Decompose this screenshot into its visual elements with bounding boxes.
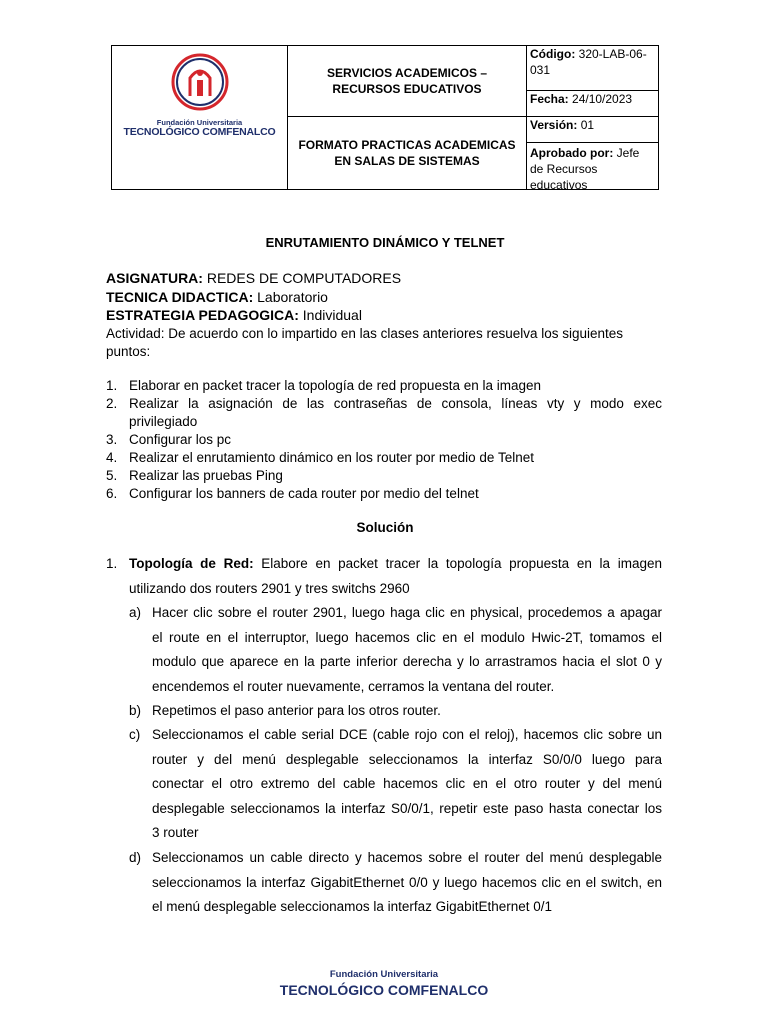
document-page: Fundación Universitaria TECNOLÓGICO COMFENALCO SERVICIOS ACADEMICOS – RECURSOS EDUCATIVOS FORMATO PRACTICAS ACADEMICAS EN SALAS DE SISTEMAS Código: 320-LAB-06-031 Fecha: 24/10/2023 Versión: 01 Aprobado por: Jefe de Recursos educativos ENRUTAMIENTO DINÁMICO Y TELNET ASIGNATURA: REDES DE COMPUTADORES TECNICA DIDACTICA: Laboratorio ESTRATEGIA PEDAGOGICA: Individual Actividad: De acuerdo con lo impartido en las clases anteriores resuelva los siguientes puntos: 1. Elaborar en packet tracer la topología de red propuesta en la imagen 2. Realizar la asignación de las contraseñas de consola, líneas vty y modo exec privilegiado 3. Configurar los pc 4. Realizar el enrutamiento dinámico en los router por medio de Telnet 5. Realizar las pruebas Ping 6. Configurar los banners de cada router por medio del telnet Solución 1. Topología de Red: Elabore en packet tracer la topología propuesta en la imagen utilizando dos routers 2901 y tres switchs 2960 a) Hacer clic sobre el router 2901, luego haga clic en physical, procedemos a apagar el route en el interruptor, luego hacemos clic en el modulo Hwic-2T, tomamos el modulo que aparece en la parte inferior derecha y lo arrastramos hacia el slot 0 y encendemos el router nuevamente, cerramos la ventana del router. b) Repetimos el paso anterior para los otros router. c) Seleccionamos el cable serial DCE (cable rojo con el reloj), hacemos clic sobre un router y del menú desplegable seleccionamos la interfaz S0/0/0 luego para conectar el otro extremo del cable hacemos clic en el otro router y del menú desplegable seleccionamos la interfaz S0/0/1, repetir este paso hasta conectar los 3 router d) Seleccionamos un cable directo y hacemos sobre el router del menú desplegable seleccionamos la interfaz GigabitEthernet 0/0 y luego hacemos clic en el switch, en el menú desplegable seleccionamos la interfaz GigabitEthernet 0/1 Fundación Universitaria TECNOLÓGICO COMFENALCO — [0, 0, 768, 1024]
strategy-label: ESTRATEGIA PEDAGOGICA: — [106, 307, 299, 323]
strategy-value: Individual — [298, 307, 362, 323]
subject-label: ASIGNATURA: — [106, 270, 203, 286]
logo-emblem-icon — [170, 52, 230, 112]
solution-heading: Topología de Red: — [129, 556, 254, 571]
document-title: ENRUTAMIENTO DINÁMICO Y TELNET — [265, 235, 505, 250]
subject-value: REDES DE COMPUTADORES — [202, 270, 402, 286]
version-label: Versión: — [530, 118, 578, 132]
meta-strategy — [106, 306, 362, 324]
technique-label: TECNICA DIDACTICA: — [106, 289, 254, 305]
code-label: Código: — [530, 47, 576, 61]
solution-title: Solución — [356, 520, 414, 535]
code-value: 320-LAB-06-031 — [530, 47, 647, 77]
date-value: 24/10/2023 — [568, 92, 633, 106]
activity-text — [106, 325, 662, 361]
version-value: 01 — [577, 118, 595, 132]
activity-line: puntos: — [106, 344, 151, 359]
list-item: 2. Realizar la asignación de las contraseñas de consola, líneas vty y modo exec privilegiado — [106, 396, 662, 429]
header-format-name: FORMATO PRACTICAS ACADEMICAS EN SALAS DE SISTEMAS — [298, 138, 516, 168]
date-label: Fecha: — [530, 92, 569, 106]
header-code — [527, 46, 658, 90]
header-version — [527, 117, 658, 142]
header-department: SERVICIOS ACADEMICOS – RECURSOS EDUCATIVOS — [326, 66, 488, 96]
institution-logo — [112, 46, 287, 189]
footer-logo-subtitle: Fundación Universitaria — [329, 969, 439, 980]
approved-value: Jefe de Recursos educativos — [530, 146, 640, 192]
meta-technique — [106, 288, 328, 306]
technique-value: Laboratorio — [253, 289, 328, 305]
logo-title: TECNOLÓGICO COMFENALCO — [123, 126, 276, 138]
meta-subject — [106, 269, 401, 287]
header-table — [111, 45, 659, 190]
logo-subtitle: Fundación Universitaria — [156, 118, 243, 127]
footer-logo-title: TECNOLÓGICO COMFENALCO — [279, 982, 489, 998]
approved-label: Aprobado por: — [530, 146, 614, 160]
activity-line: Actividad: De acuerdo con lo impartido en las clases anteriores resuelva los siguientes — [106, 326, 624, 341]
header-date — [527, 91, 658, 116]
header-approved-by — [527, 145, 658, 192]
